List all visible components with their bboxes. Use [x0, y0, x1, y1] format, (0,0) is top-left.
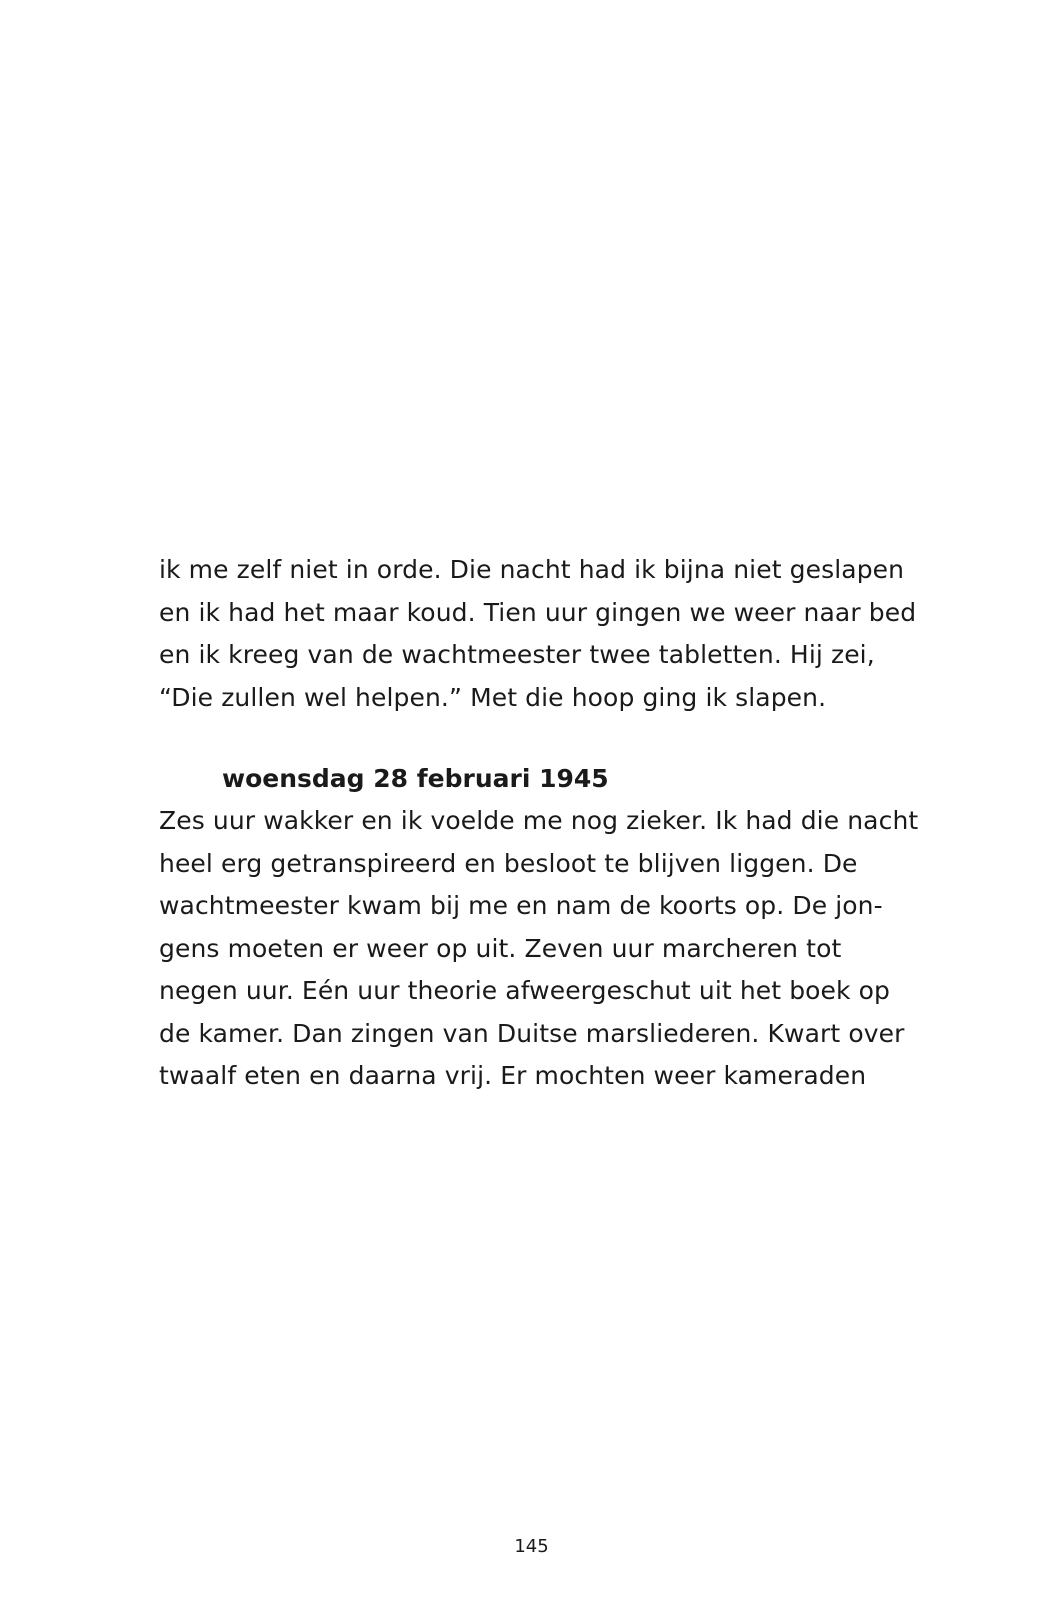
text-line: en ik had het maar koud. Tien uur gingen we weer naar bed: [159, 597, 917, 627]
text-line: ik me zelf niet in orde. Die nacht had ik bijna niet geslapen: [159, 555, 905, 584]
text-line: gens moeten er weer op uit. Zeven uur marcheren tot: [159, 933, 842, 963]
text-line: twaalf eten en daarna vrij. Er mochten weer kameraden: [159, 1061, 867, 1090]
text-line: wachtmeester kwam bij me en nam de koorts op. De jon-: [159, 891, 883, 920]
diary-entry-paragraph: [159, 800, 919, 1098]
text-line: negen uur. Eén uur theorie afweergeschut uit het boek op: [159, 976, 891, 1005]
page-number: 145: [514, 1536, 549, 1557]
text-line: “Die zullen wel helpen.” Met die hoop ging ik slapen.: [159, 682, 827, 712]
text-line: Zes uur wakker en ik voelde me nog zieker. Ik had die nacht: [159, 806, 919, 835]
diary-entry-date-heading: woensdag 28 februari 1945: [222, 764, 609, 793]
text-line: en ik kreeg van de wachtmeester twee tabletten. Hij zei,: [159, 640, 875, 669]
text-line: heel erg getranspireerd en besloot te blijven liggen. De: [159, 848, 858, 878]
paragraph-continued: [159, 549, 919, 719]
text-line: de kamer. Dan zingen van Duitse marsliederen. Kwart over: [159, 1018, 905, 1048]
